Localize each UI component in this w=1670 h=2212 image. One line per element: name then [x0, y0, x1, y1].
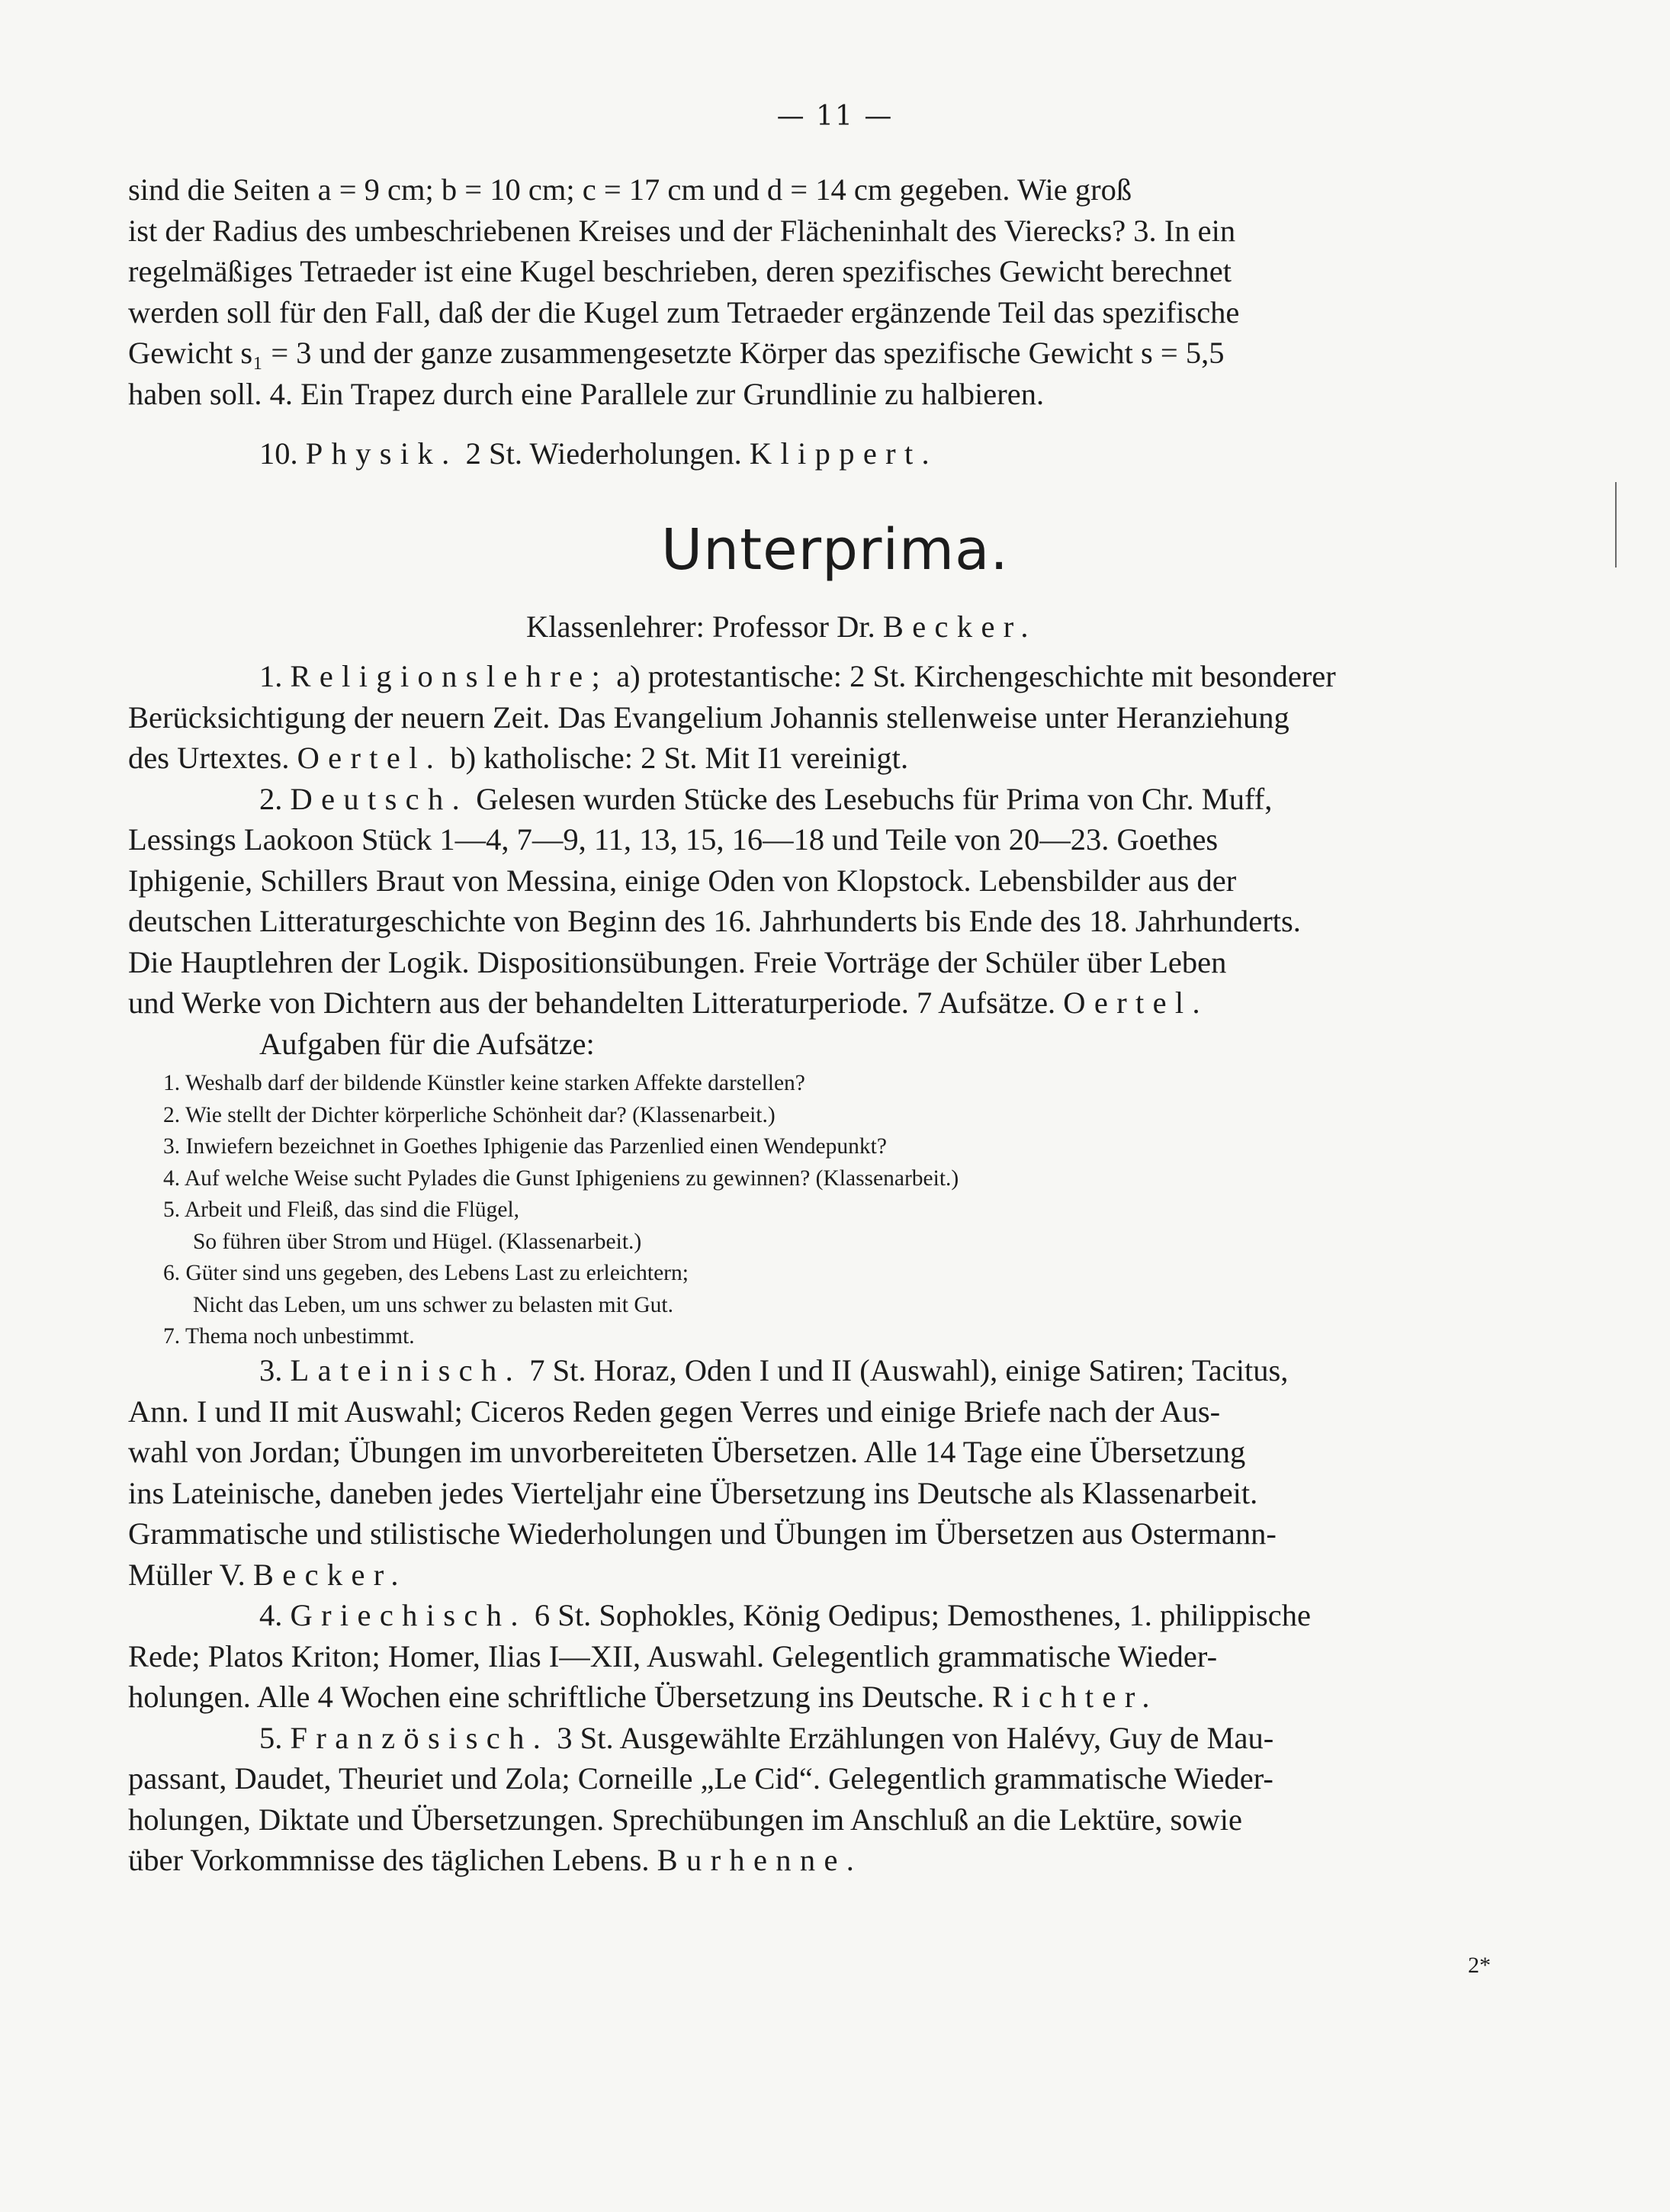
list-item-continuation: Nicht das Leben, um uns schwer zu belasten mit Gut. [193, 1292, 674, 1317]
list-item: 5. Arbeit und Fleiß, das sind die Flügel, [163, 1198, 520, 1222]
franzoesisch-text: über Vorkommnisse des täglichen Lebens. [128, 1843, 650, 1877]
page-number: — 11 — [776, 101, 894, 132]
aufgaben-heading: Aufgaben für die Aufsätze: [259, 1026, 595, 1061]
griechisch-text: 6 St. Sophokles, König Oedipus; Demosthenes, 1. philippische [534, 1598, 1311, 1632]
list-item: 4. Auf welche Weise sucht Pylades die Gunst Iphigeniens zu gewinnen? (Klassenarbeit.) [163, 1165, 959, 1191]
religion-subject: Religionslehre; [290, 659, 609, 693]
latein-subject: Lateinisch. [290, 1353, 522, 1387]
list-item: 6. Güter sind uns gegeben, des Lebens Last zu erleichtern; [163, 1261, 689, 1285]
physik-line [128, 433, 1525, 474]
franzoesisch-text: 3 St. Ausgewählte Erzählungen von Halévy, Guy de Mau- [557, 1720, 1274, 1755]
math-exercises-continuation [128, 169, 1525, 414]
physik-number: 10. [259, 436, 298, 471]
klassenlehrer-label: Klassenlehrer: Professor Dr. [526, 609, 875, 644]
text-line: Gewicht s₁ = 3 und der ganze zusammengesetzte Körper das spezifische Gewicht s = 5,5 [128, 336, 1225, 370]
text-line: sind die Seiten a = 9 cm; b = 10 cm; c = 17 cm und d = 14 cm gegeben. Wie groß [128, 172, 1132, 207]
subjects-part-2 [128, 1350, 1525, 1881]
religion-teacher: Oertel. [297, 741, 443, 775]
griechisch-line-1 [128, 1595, 1525, 1636]
religion-text: des Urtextes. [128, 741, 290, 775]
deutsch-line-6 [128, 982, 1525, 1024]
aufsatz-list [163, 1068, 1460, 1353]
latein-line-3: wahl von Jordan; Übungen im unvorbereiteten Übersetzen. Alle 14 Tage eine Übersetzung [128, 1435, 1246, 1469]
franzoesisch-subject: Französisch. [290, 1720, 550, 1755]
list-item-continuation: So führen über Strom und Hügel. (Klassenarbeit.) [193, 1229, 642, 1254]
franzoesisch-number: 5. [259, 1720, 283, 1755]
text-line: haben soll. 4. Ein Trapez durch eine Parallele zur Grundlinie zu halbieren. [128, 376, 1045, 411]
religion-number: 1. [259, 659, 283, 693]
franzoesisch-line-1 [128, 1718, 1525, 1759]
text-line: regelmäßiges Tetraeder ist eine Kugel beschrieben, deren spezifisches Gewicht berechnet [128, 254, 1232, 288]
franzoesisch-teacher: Burhenne. [657, 1843, 863, 1877]
klassenlehrer-name: Becker. [882, 609, 1037, 644]
religion-text: b) katholische: 2 St. Mit I1 vereinigt. [450, 741, 909, 775]
list-item: 2. Wie stellt der Dichter körperliche Schönheit dar? (Klassenarbeit.) [163, 1102, 776, 1127]
deutsch-line-1 [128, 779, 1525, 820]
text-line: werden soll für den Fall, daß der die Kugel zum Tetraeder ergänzende Teil das spezifische [128, 294, 1240, 330]
physik-teacher: Klippert. [749, 436, 939, 471]
deutsch-teacher: Oertel. [1063, 985, 1209, 1020]
signature-mark: 2* [1468, 1953, 1491, 1978]
deutsch-text: Gelesen wurden Stücke des Lesebuchs für Prima von Chr. Muff, [476, 781, 1273, 816]
franzoesisch-line-4 [128, 1840, 1525, 1881]
physik-entry [128, 433, 1525, 474]
subjects-part-1 [128, 656, 1525, 1064]
franzoesisch-line-3: holungen, Diktate und Übersetzungen. Sprechübungen im Anschluß an die Lektüre, sowie [128, 1802, 1243, 1837]
latein-number: 3. [259, 1353, 283, 1387]
griechisch-line-2: Rede; Platos Kriton; Homer, Ilias I—XII, Auswahl. Gelegentlich grammatische Wieder- [128, 1638, 1218, 1673]
latein-line-2: Ann. I und II mit Auswahl; Ciceros Reden gegen Verres und einige Briefe nach der Aus- [128, 1394, 1221, 1429]
latein-line-4: ins Lateinische, daneben jedes Vierteljahr eine Übersetzung ins Deutsche als Klassenarbeit. [128, 1475, 1258, 1510]
text-line: ist der Radius des umbeschriebenen Kreises und der Flächeninhalt des Vierecks? 3. In ein [128, 213, 1236, 248]
physik-text: 2 St. Wiederholungen. [465, 436, 742, 471]
klassenlehrer-text [526, 606, 1037, 648]
franzoesisch-line-2: passant, Daudet, Theuriet und Zola; Corneille „Le Cid“. Gelegentlich grammatische Wieder- [128, 1761, 1273, 1796]
religion-line-3 [128, 738, 1525, 779]
deutsch-text: und Werke von Dichtern aus der behandelten Litteraturperiode. 7 Aufsätze. [128, 985, 1056, 1020]
religion-line-1 [128, 656, 1525, 697]
religion-text: a) protestantische: 2 St. Kirchengeschichte mit besonderer [616, 659, 1336, 693]
religion-line-2: Berücksichtigung der neuern Zeit. Das Evangelium Johannis stellenweise unter Heranziehung [128, 699, 1289, 735]
klassenlehrer-line [526, 606, 1037, 648]
deutsch-number: 2. [259, 781, 283, 816]
griechisch-text: holungen. Alle 4 Wochen eine schriftliche Übersetzung ins Deutsche. [128, 1680, 984, 1714]
griechisch-teacher: Richter. [992, 1680, 1158, 1714]
griechisch-line-3 [128, 1677, 1525, 1718]
list-item: 3. Inwiefern bezeichnet in Goethes Iphigenie das Parzenlied einen Wendepunkt? [163, 1134, 887, 1159]
deutsch-line-3: Iphigenie, Schillers Braut von Messina, einige Oden von Klopstock. Lebensbilder aus der [128, 863, 1237, 898]
latein-text: Müller V. [128, 1557, 246, 1592]
latein-line-1 [128, 1350, 1525, 1391]
latein-teacher: Becker. [252, 1557, 407, 1592]
list-item: 7. Thema noch unbestimmt. [163, 1324, 415, 1349]
latein-line-6 [128, 1555, 1525, 1596]
list-item: 1. Weshalb darf der bildende Künstler keine starken Affekte darstellen? [163, 1071, 805, 1095]
deutsch-line-5: Die Hauptlehren der Logik. Dispositionsübungen. Freie Vorträge der Schüler über Leben [128, 944, 1227, 979]
physik-subject: Physik. [305, 436, 458, 471]
deutsch-line-4: deutschen Litteraturgeschichte von Beginn des 16. Jahrhunderts bis Ende des 18. Jahrhunderts. [128, 904, 1301, 938]
section-title: Unterprima. [661, 517, 1009, 583]
griechisch-number: 4. [259, 1598, 283, 1632]
deutsch-subject: Deutsch. [290, 781, 469, 816]
latein-text: 7 St. Horaz, Oden I und II (Auswahl), einige Satiren; Tacitus, [529, 1353, 1289, 1387]
deutsch-line-2: Lessings Laokoon Stück 1—4, 7—9, 11, 13, 15, 16—18 und Teile von 20—23. Goethes [128, 822, 1219, 857]
griechisch-subject: Griechisch. [290, 1598, 527, 1632]
latein-line-5: Grammatische und stilistische Wiederholungen und Übungen im Übersetzen aus Ostermann- [128, 1516, 1277, 1551]
